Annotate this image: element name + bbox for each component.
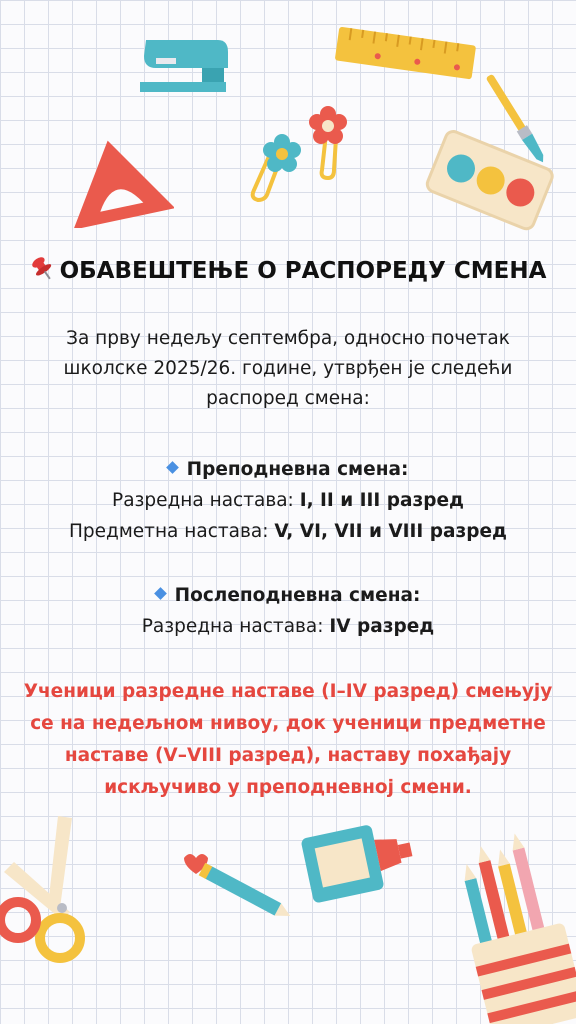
morning-class-teaching: Разредна настава: I, II и III разред <box>112 490 464 511</box>
morning-shift-block <box>0 454 576 547</box>
set-square-icon <box>56 132 174 228</box>
scissors-icon <box>0 812 110 972</box>
ruler-icon <box>330 26 480 86</box>
flower-clips-icon <box>240 104 360 204</box>
page-title <box>0 256 576 284</box>
diamond-bullet-icon <box>154 587 167 600</box>
intro-paragraph: За прву недељу септембра, односно почетак школске 2025/26. године, утврђен је следећи распоред смена: <box>63 328 513 409</box>
glue-bottle-icon <box>296 810 416 910</box>
title-text: ОБАВЕШТЕЊЕ О РАСПОРЕДУ СМЕНА <box>59 258 547 284</box>
afternoon-class-teaching: Разредна настава: IV разред <box>141 616 435 637</box>
pencil-icon <box>170 848 300 938</box>
stapler-icon <box>136 34 232 98</box>
paint-palette-icon <box>424 122 554 242</box>
pushpin-icon <box>30 256 56 282</box>
pencil-cup-icon <box>456 830 576 1024</box>
afternoon-shift-heading: Послеподневна смена: <box>0 580 576 611</box>
diamond-bullet-icon <box>166 461 179 474</box>
shift-notice: Ученици разредне наставе (I–IV разред) смењују се на недељном нивоу, док ученици предметне наставе (V–VIII разред), наставу похађају искључиво у преподневној смени. <box>23 681 553 798</box>
morning-shift-heading: Преподневна смена: <box>0 454 576 485</box>
afternoon-shift-block <box>0 580 576 642</box>
morning-subject-teaching: Предметна настава: V, VI, VII и VIII разред <box>69 521 507 542</box>
